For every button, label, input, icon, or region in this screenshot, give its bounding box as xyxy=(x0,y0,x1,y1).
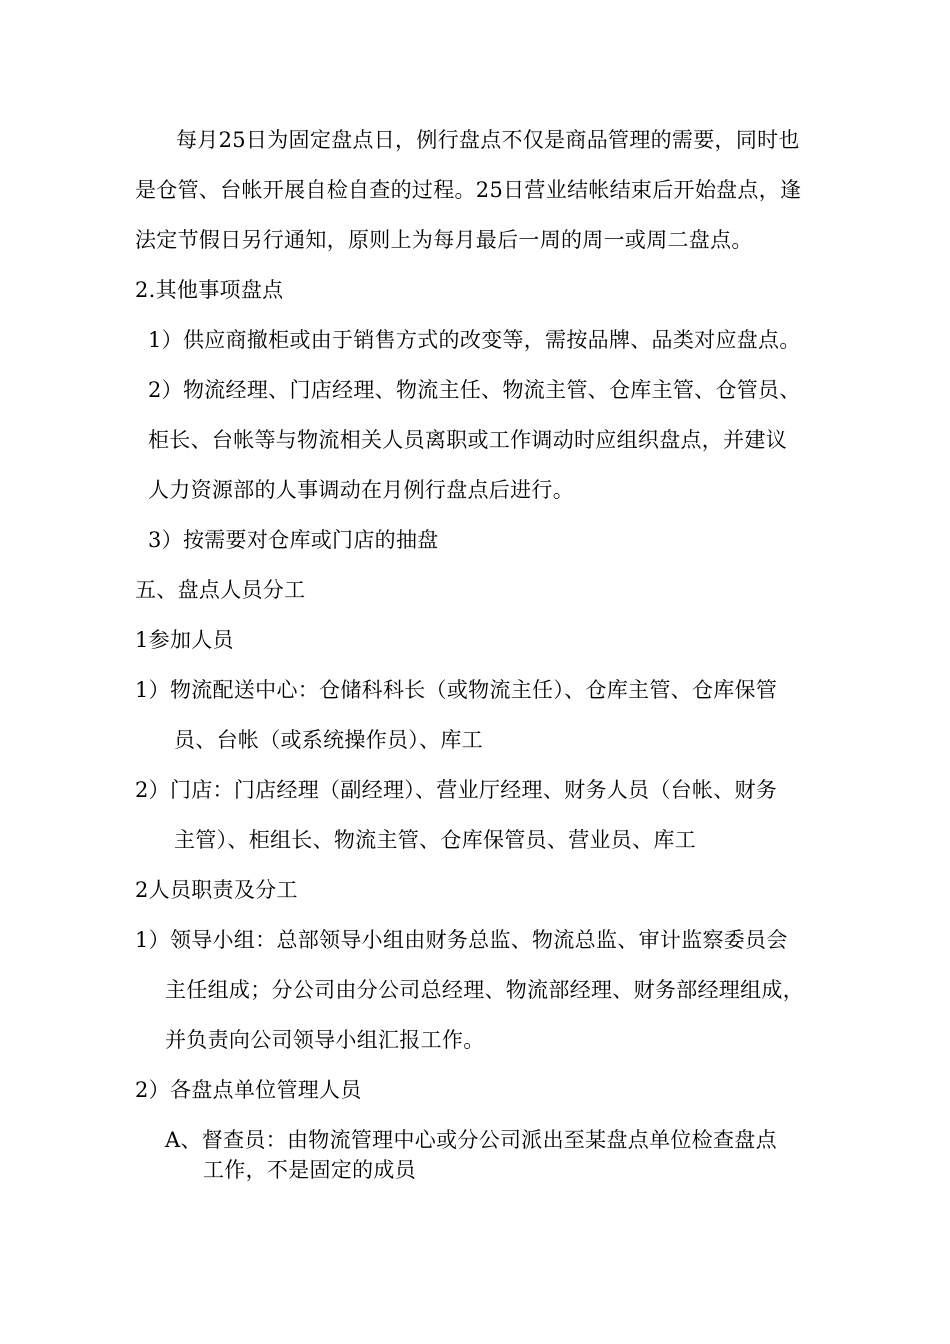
list-item-continuation: 柜长、台帐等与物流相关人员离职或工作调动时应组织盘点，并建议 xyxy=(148,428,787,452)
list-item: 1）领导小组：总部领导小组由财务总监、物流总监、审计监察委员会 xyxy=(135,928,788,952)
paragraph-line: 每月25日为固定盘点日，例行盘点不仅是商品管理的需要，同时也 xyxy=(176,128,800,152)
list-item-continuation: 人力资源部的人事调动在月例行盘点后进行。 xyxy=(148,478,574,502)
paragraph-line: 法定节假日另行通知，原则上为每月最后一周的周一或周二盘点。 xyxy=(135,228,753,252)
list-item-continuation: 并负责向公司领导小组汇报工作。 xyxy=(165,1028,485,1052)
list-item-continuation: 员、台帐（或系统操作员）、库工 xyxy=(174,728,483,752)
list-item: 1）物流配送中心：仓储科科长（或物流主任）、仓库主管、仓库保管 xyxy=(135,678,778,702)
subsection-heading: 1参加人员 xyxy=(135,628,234,652)
list-item: 3）按需要对仓库或门店的抽盘 xyxy=(148,528,439,552)
section-heading: 五、盘点人员分工 xyxy=(135,578,306,602)
section-heading: 2.其他事项盘点 xyxy=(135,278,284,302)
list-item-continuation: 主任组成；分公司由分公司总经理、物流部经理、财务部经理组成， xyxy=(165,978,804,1002)
list-item: 2）各盘点单位管理人员 xyxy=(135,1078,362,1102)
list-item: 2）物流经理、门店经理、物流主任、物流主管、仓库主管、仓管员、 xyxy=(148,378,801,402)
sub-list-item-continuation: 工作，不是固定的成员 xyxy=(203,1158,416,1182)
paragraph-line: 是仓管、台帐开展自检自查的过程。25日营业结帐结束后开始盘点，逢 xyxy=(135,178,802,202)
sub-list-item: A、督查员：由物流管理中心或分公司派出至某盘点单位检查盘点 xyxy=(165,1128,777,1152)
subsection-heading: 2人员职责及分工 xyxy=(135,878,298,902)
list-item-continuation: 主管）、柜组长、物流主管、仓库保管员、营业员、库工 xyxy=(174,828,696,852)
list-item: 1）供应商撤柜或由于销售方式的改变等，需按品牌、品类对应盘点。 xyxy=(148,328,801,352)
list-item: 2）门店：门店经理（副经理）、营业厅经理、财务人员（台帐、财务 xyxy=(135,778,778,802)
